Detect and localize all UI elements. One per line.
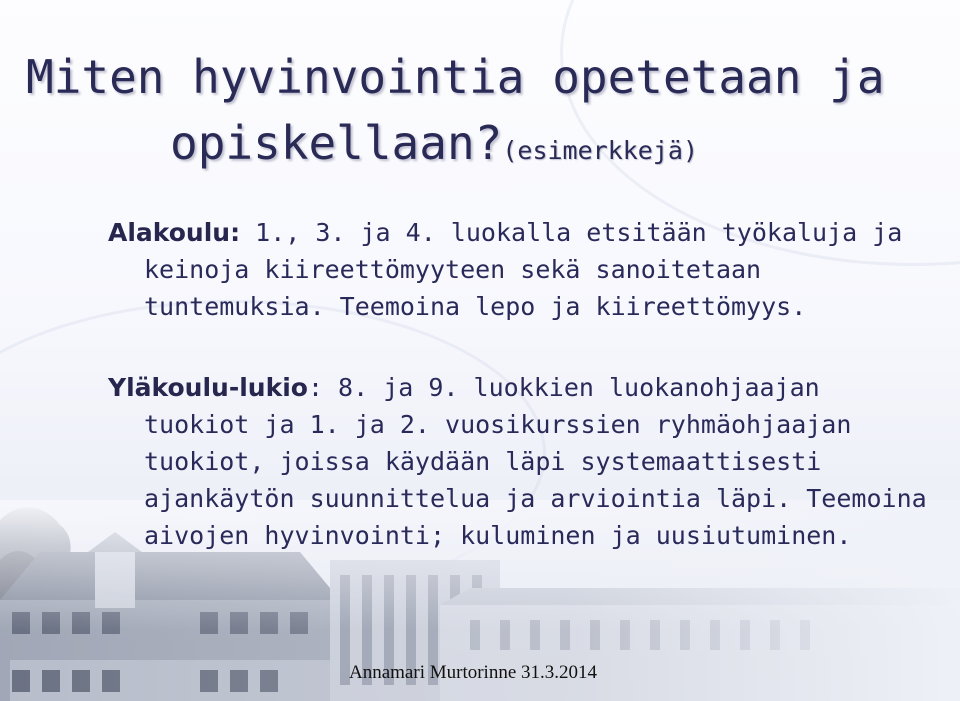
footer-author-date: Annamari Murtorinne 31.3.2014 <box>349 662 598 683</box>
paragraph-ylakoulu-lukio <box>108 369 938 554</box>
title-line-1: Miten hyvinvointia opetetaan ja <box>26 50 885 104</box>
slide-title <box>26 44 946 184</box>
paragraph-alakoulu <box>108 214 938 325</box>
title-line-2-text: opiskellaan? <box>170 116 503 170</box>
paragraph-text-alakoulu: 1., 3. ja 4. luokalla etsitään työkaluja ja keinoja kiireettömyyteen sekä sanoitetaan tuntemuksia. Teemoina lepo ja kiireettömyys. <box>144 218 903 321</box>
paragraph-label-ylakoulu-lukio: Yläkoulu-lukio <box>108 373 308 402</box>
title-line-2 <box>26 110 946 184</box>
title-suffix: (esimerkkejä) <box>502 136 699 165</box>
paragraph-label-alakoulu: Alakoulu: <box>108 218 241 247</box>
paragraph-text-ylakoulu-lukio: : 8. ja 9. luokkien luokanohjaajan tuokiot ja 1. ja 2. vuosikurssien ryhmäohjaajan tuokiot, joissa käydään läpi systemaattisesti ajankäytön suunnittelua ja arviointia läpi. Teemoina aivojen hyvinvointi; kuluminen ja uusiutuminen. <box>144 373 927 550</box>
